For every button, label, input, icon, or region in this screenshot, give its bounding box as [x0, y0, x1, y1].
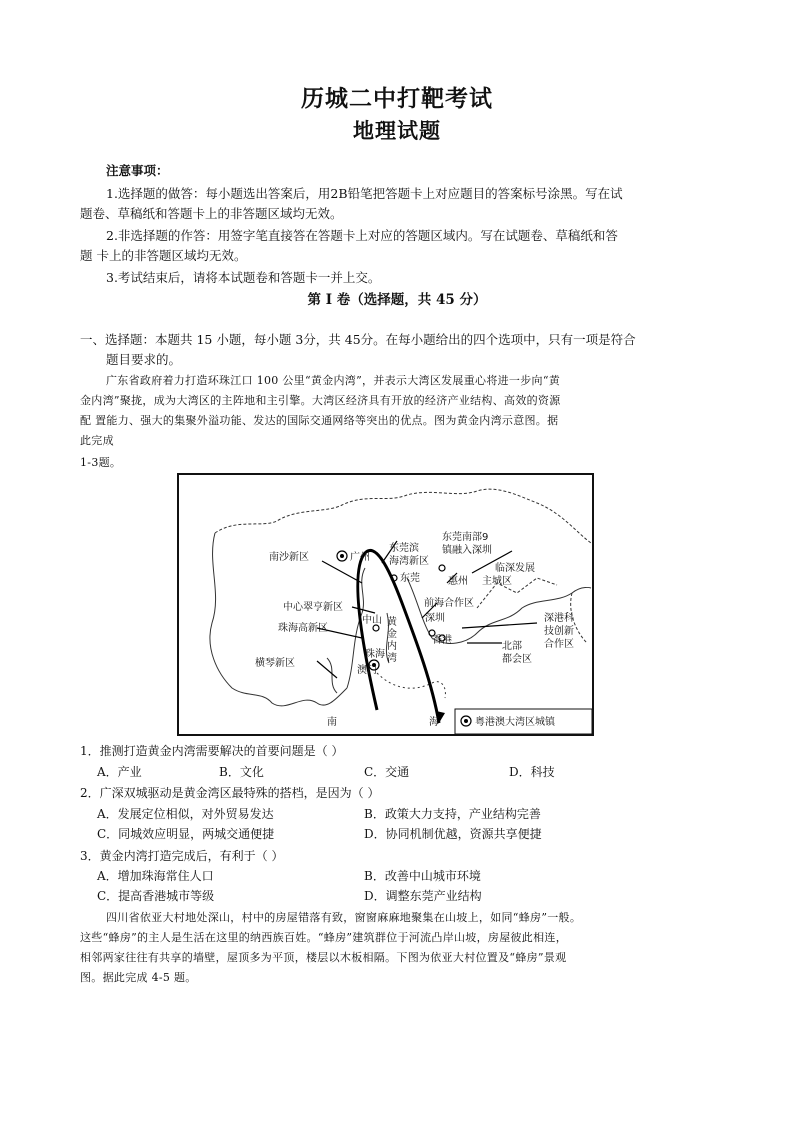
label-shengang-1: 深港科 [544, 613, 574, 624]
part1-instruction-line-2: 题目要求的。 [106, 352, 182, 367]
question-1-option-b: B．文化 [219, 765, 264, 779]
question-1-option-c: C．交通 [364, 765, 410, 779]
passage1-line-2: 金内湾”聚拢，成为大湾区的主阵地和主引擎。大湾区经济具有开放的经济产业结构、高效的资源 [80, 394, 561, 407]
label-dongguan-bin-2: 海湾新区 [389, 556, 429, 567]
question-3-option-d: D．调整东莞产业结构 [364, 889, 482, 903]
label-dg-south-1: 东莞南部9 [442, 532, 489, 543]
label-linshen-1: 临深发展 [495, 563, 535, 574]
question-2-stem: 2．广深双城驱动是黄金湾区最特殊的搭档，是因为（ ） [80, 786, 380, 800]
label-shengang-2: 技创新 [544, 626, 574, 637]
question-2-option-a: A．发展定位相似，对外贸易发达 [97, 807, 274, 821]
notice-heading: 注意事项： [106, 163, 169, 178]
label-zhongxin: 中心翠亨新区 [283, 602, 343, 613]
label-aomen: 澳门 [357, 665, 377, 676]
passage2-line-1: 四川省依亚大村地处深山，村中的房屋错落有致，窗窗麻麻地聚集在山坡上，如同“蜂房”一般。 [106, 911, 582, 924]
question-3-stem: 3．黄金内湾打造完成后，有利于（ ） [80, 849, 284, 863]
label-dongguan: 东莞 [400, 573, 420, 584]
label-linshen-2: 主城区 [482, 576, 512, 587]
passage1-line-4: 此完成 [80, 434, 114, 447]
label-guangzhou: 广州 [350, 552, 370, 563]
passage2-line-2: 这些“蜂房”的主人是生活在这里的纳西族百姓。“蜂房”建筑群位于河流凸岸山坡，房屋彼此相连， [80, 931, 567, 944]
legend-label: 粤港澳大湾区城镇 [475, 717, 555, 728]
exam-subtitle: 地理试题 [353, 119, 441, 143]
question-1-option-d: D．科技 [509, 765, 555, 779]
label-nansha: 南沙新区 [269, 552, 309, 563]
question-2-option-b: B．政策大力支持，产业结构完善 [364, 807, 541, 821]
question-1-stem: 1．推测打造黄金内湾需要解决的首要问题是（ ） [80, 744, 344, 758]
label-huizhou: 惠州 [448, 576, 468, 587]
label-shenzhen: 深圳 [425, 613, 445, 624]
passage1-line-1: 广东省政府着力打造环珠江口 100 公里“黄金内湾”，并表示大湾区发展重心将进一步向“黄 [106, 374, 561, 387]
question-2-option-d: D．协同机制优越，资源共享便捷 [364, 827, 542, 841]
label-shengang-3: 合作区 [544, 639, 574, 650]
passage1-line-5: 1-3题。 [80, 456, 122, 469]
passage2-line-3: 相邻两家往往有共享的墙壁，屋顶多为平顶，楼层以木板相隔。下图为依亚大村位置及“蜂房”景观 [80, 951, 567, 964]
label-qianhai: 前海合作区 [424, 598, 474, 609]
label-beibu-1: 北部 [502, 641, 522, 652]
label-nan: 南 [327, 717, 337, 728]
question-1-option-a: A．产业 [97, 765, 142, 779]
label-dongguan-bin-1: 东莞滨 [389, 543, 419, 554]
label-zhongshan: 中山 [362, 615, 382, 626]
label-huangjin-3: 内 [387, 641, 397, 652]
passage1-line-3: 配 置能力、强大的集聚外溢功能、发达的国际交通网络等突出的优点。图为黄金内湾示意图。据 [80, 414, 559, 427]
notice-item-3: 3.考试结束后，请将本试题卷和答题卡一并上交。 [106, 270, 381, 285]
golden-bay-map [177, 473, 594, 736]
notice-item-2-line-1: 2.非选择题的作答：用签字笔直接答在答题卡上对应的答题区域内。写在试题卷、草稿纸和答 [106, 228, 618, 243]
section-title: 第 I 卷（选择题，共 45 分） [307, 292, 487, 308]
label-huangjin-1: 黄 [387, 617, 397, 628]
part1-instruction-line-1: 一、选择题：本题共 15 小题，每小题 3分，共 45分。在每小题给出的四个选项中，只有一项是符合 [80, 332, 636, 347]
label-hongkong: 香港 [432, 635, 452, 646]
label-zhuhai-gx: 珠海高新区 [278, 623, 328, 634]
notice-item-2-line-2: 题 卡上的非答题区域均无效。 [80, 248, 247, 263]
question-3-option-a: A．增加珠海常住人口 [97, 869, 214, 883]
label-hengqin: 横琴新区 [255, 658, 295, 669]
label-huangjin-2: 金 [387, 629, 397, 640]
question-3-option-b: B．改善中山城市环境 [364, 869, 481, 883]
passage2-line-4: 图。据此完成 4-5 题。 [80, 971, 197, 984]
label-hai: 海 [429, 717, 439, 728]
notice-item-1-line-2: 题卷、草稿纸和答题卡上的非答题区域均无效。 [80, 206, 343, 221]
label-beibu-2: 都会区 [502, 654, 532, 665]
question-3-option-c: C．提高香港城市等级 [97, 889, 215, 903]
question-2-option-c: C．同城效应明显，两城交通便捷 [97, 827, 275, 841]
exam-title: 历城二中打靶考试 [301, 86, 493, 112]
notice-item-1-line-1: 1.选择题的做答：每小题选出答案后，用2B铅笔把答题卡上对应题目的答案标号涂黑。写在试 [106, 186, 623, 201]
map-legend [455, 709, 592, 734]
label-huangjin-4: 湾 [387, 653, 397, 664]
label-zhuhai: 珠海 [365, 649, 385, 660]
label-dg-south-2: 镇融入深圳 [442, 545, 492, 556]
